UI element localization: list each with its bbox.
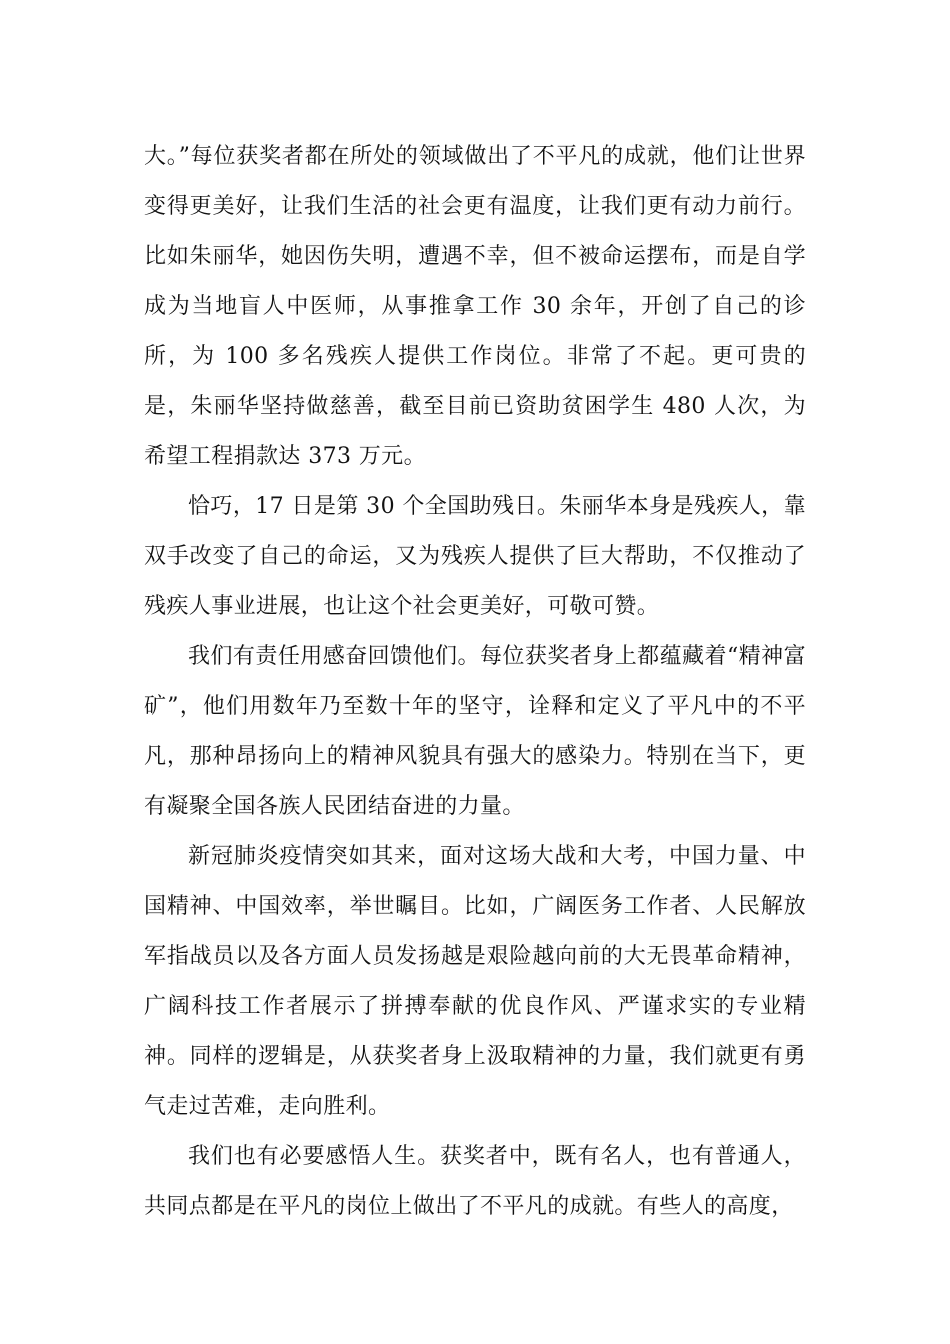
paragraph-epidemic: 新冠肺炎疫情突如其来，面对这场大战和大考，中国力量、中国精神、中国效率，举世瞩目。比如，广阔医务工作者、人民解放军指战员以及各方面人员发扬越是艰险越向前的大无畏革命精神，广阔科技工作者展示了拼搏奉献的优良作风、严谨求实的专业精神。同样的逻辑是，从获奖者身上汲取精神的力量，我们就更有勇气走过苦难，走向胜利。 [144,844,806,1119]
paragraph-continuation: 大。”每位获奖者都在所处的领域做出了不平凡的成就，他们让世界变得更美好，让我们生活的社会更有温度，让我们更有动力前行。比如朱丽华，她因伤失明，遭遇不幸，但不被命运摆布，而是自学成为当地盲人中医师，从事推拿工作 30 余年，开创了自己的诊所，为 100 多名残疾人提供工作岗位。非常了不起。更可贵的是，朱丽华坚持做慈善，截至目前已资助贫困学生 480 人次，为希望工程捐款达 373 万元。 [144,144,806,469]
document-body [144,132,806,1232]
paragraph-disability-day: 恰巧，17 日是第 30 个全国助残日。朱丽华本身是残疾人，靠双手改变了自己的命运，又为残疾人提供了巨大帮助，不仅推动了残疾人事业进展，也让这个社会更美好，可敬可赞。 [144,494,806,619]
paragraph-gratitude: 我们有责任用感奋回馈他们。每位获奖者身上都蕴藏着“精神富矿”，他们用数年乃至数十年的坚守，诠释和定义了平凡中的不平凡，那种昂扬向上的精神风貌具有强大的感染力。特别在当下，更有凝聚全国各族人民团结奋进的力量。 [144,644,806,819]
paragraph-life: 我们也有必要感悟人生。获奖者中，既有名人，也有普通人，共同点都是在平凡的岗位上做出了不平凡的成就。有些人的高度， [144,1144,806,1219]
